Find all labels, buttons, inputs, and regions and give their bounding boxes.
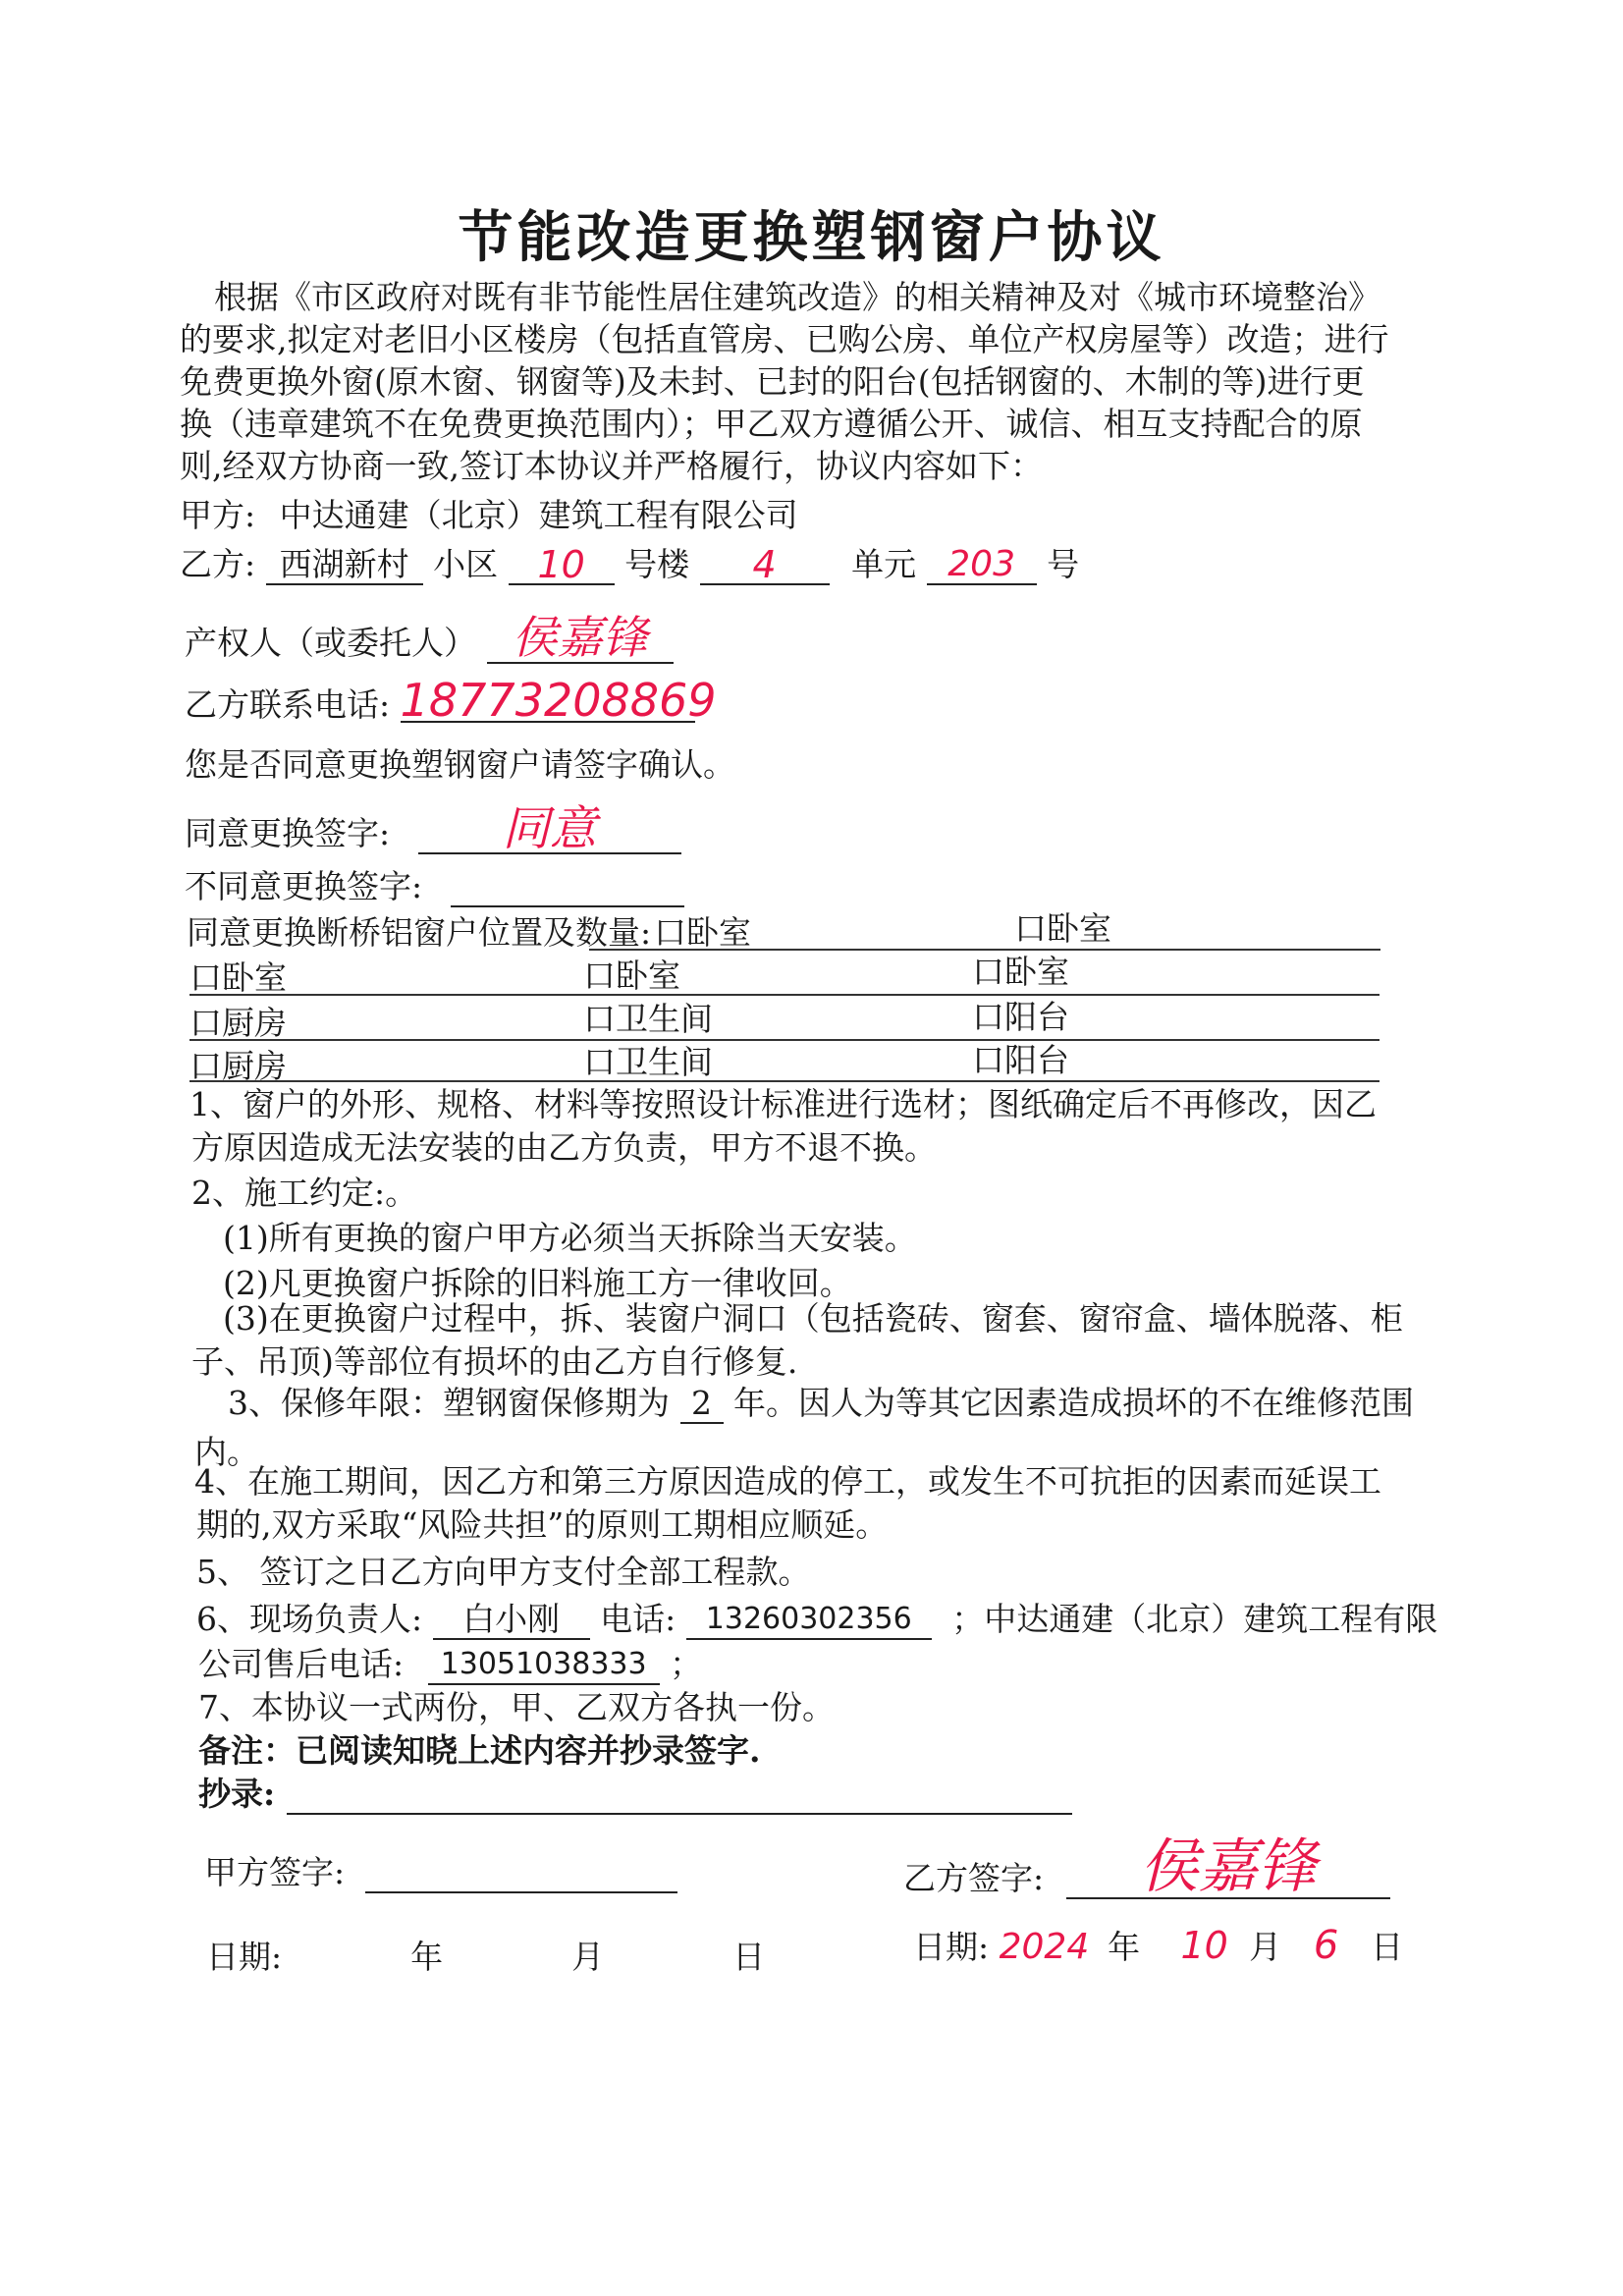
room-field[interactable]: 203 <box>927 544 1037 585</box>
clause-6-pre: 6、现场负责人: <box>196 1600 423 1638</box>
clause-1-line-1: 1、窗户的外形、规格、材料等按照设计标准进行选材；图纸确定后不再修改，因乙 <box>189 1085 1377 1123</box>
copy-label: 抄录: <box>198 1775 276 1813</box>
window-cell-1-3[interactable]: 口卧室 <box>1014 909 1111 948</box>
agree-row <box>185 801 681 856</box>
document-title: 节能改造更换塑钢窗户协议 <box>458 205 1165 270</box>
date-b-month: 月 <box>1249 1928 1282 1966</box>
community-suffix: 小区 <box>433 545 499 583</box>
clause-4-line-2: 期的,双方采取“风险共担”的原则工期相应顺延。 <box>196 1505 889 1544</box>
clause-5: 5、 签订之日乙方向甲方支付全部工程款。 <box>196 1553 811 1591</box>
date-a-month: 月 <box>571 1938 605 1976</box>
site-manager-name: 白小刚 <box>433 1599 590 1640</box>
party-a-row <box>180 495 798 536</box>
phone-label: 乙方联系电话: <box>185 685 391 724</box>
agree-signature[interactable]: 同意 <box>418 805 681 854</box>
window-cell-2-2[interactable]: 口卧室 <box>583 957 680 995</box>
building-field[interactable]: 10 <box>509 544 615 585</box>
clause-7: 7、本协议一式两份，甲、乙双方各执一份。 <box>198 1688 835 1726</box>
date-a-row <box>206 1937 765 1978</box>
copy-field[interactable] <box>287 1774 1072 1815</box>
window-cell-1-1[interactable]: 口卧室 <box>654 913 751 952</box>
clause-1-line-2: 方原因造成无法安装的由乙方负责，甲方不退不换。 <box>191 1128 937 1167</box>
window-row-rule-1 <box>589 949 1380 951</box>
clause-6-post: ；中达通建（北京）建筑工程有限 <box>951 1600 1438 1638</box>
window-cell-3-2[interactable]: 口卫生间 <box>583 1000 713 1038</box>
date-b-month-value[interactable]: 10 <box>1180 1924 1228 1967</box>
date-b-day-value[interactable]: 6 <box>1313 1923 1339 1968</box>
clause-4-line-1: 4、在施工期间，因乙方和第三方原因造成的停工，或发生不可抗拒的因素而延误工 <box>194 1462 1381 1501</box>
clause-6-row <box>196 1599 1437 1640</box>
party-a-value: 中达通建（北京）建筑工程有限公司 <box>279 496 798 534</box>
window-row-rule-3 <box>189 1039 1380 1041</box>
window-row-rule-4 <box>189 1080 1380 1082</box>
clause-3-pre: 3、保修年限：塑钢窗保修期为 <box>228 1384 670 1422</box>
clause-2-3-line-1: (3)在更换窗户过程中，拆、装窗户洞口（包括瓷砖、窗套、窗帘盒、墙体脱落、柜 <box>223 1299 1403 1338</box>
intro-line-4: 换（违章建筑不在免费更换范围内）；甲乙双方遵循公开、诚信、相互支持配合的原 <box>180 405 1363 443</box>
clause-3-post: 年。因人为等其它因素造成损坏的不在维修范围 <box>733 1384 1414 1422</box>
clause-2-3-line-2: 子、吊顶)等部位有损坏的由乙方自行修复. <box>191 1342 798 1381</box>
date-a-day: 日 <box>732 1938 766 1976</box>
clause-6-tel-label: 电话: <box>600 1600 676 1638</box>
date-b-year-value[interactable]: 2024 <box>999 1927 1090 1967</box>
window-cell-2-1[interactable]: 口卧室 <box>189 958 287 997</box>
phone-row <box>185 674 717 727</box>
party-b-sign-label: 乙方签字: <box>903 1859 1045 1897</box>
date-b-label: 日期: <box>913 1928 990 1966</box>
window-cell-3-1[interactable]: 口厨房 <box>189 1004 287 1042</box>
window-cell-4-2[interactable]: 口卫生间 <box>583 1043 713 1081</box>
intro-line-2: 的要求,拟定对老旧小区楼房（包括直管房、已购公房、单位产权房屋等）改造；进行 <box>180 320 1389 358</box>
clause-6b-pre: 公司售后电话: <box>198 1645 405 1683</box>
community-field[interactable]: 西湖新村 <box>266 544 423 585</box>
clause-2-2: (2)凡更换窗户拆除的旧料施工方一律收回。 <box>223 1264 852 1302</box>
clause-3-row <box>228 1383 1414 1424</box>
intro-line-3: 免费更换外窗(原木窗、钢窗等)及未封、已封的阳台(包括钢窗的、木制的等)进行更 <box>180 362 1365 401</box>
room-suffix: 号 <box>1047 545 1080 583</box>
window-cell-4-3[interactable]: 口阳台 <box>972 1041 1069 1079</box>
unit-suffix: 单元 <box>851 545 917 583</box>
date-b-year: 年 <box>1108 1928 1141 1966</box>
windows-label: 同意更换断桥铝窗户位置及数量: <box>187 913 652 952</box>
date-b-day: 日 <box>1371 1928 1404 1966</box>
disagree-signature[interactable] <box>451 866 684 907</box>
intro-line-1: 根据《市区政府对既有非节能性居住建筑改造》的相关精神及对《城市环境整治》 <box>214 278 1380 316</box>
party-b-row <box>180 544 1079 585</box>
disagree-label: 不同意更换签字: <box>185 867 423 905</box>
intro-line-5: 则,经双方协商一致,签订本协议并严格履行，协议内容如下： <box>180 447 1043 485</box>
clause-2: 2、施工约定:。 <box>191 1174 418 1212</box>
copy-row <box>198 1774 1072 1815</box>
window-row-rule-2 <box>189 994 1380 996</box>
party-a-label: 甲方: <box>180 496 256 534</box>
window-cell-2-3[interactable]: 口卧室 <box>972 953 1069 991</box>
confirm-prompt: 您是否同意更换塑钢窗户请签字确认。 <box>185 745 735 784</box>
party-a-sign-row <box>204 1852 677 1893</box>
window-cell-4-1[interactable]: 口厨房 <box>189 1047 287 1085</box>
phone-value[interactable]: 18773208869 <box>400 674 717 727</box>
site-manager-phone: 13260302356 <box>686 1599 932 1640</box>
clause-6b-row <box>198 1644 702 1685</box>
agree-label: 同意更换签字: <box>185 814 391 852</box>
date-b-row <box>913 1925 1403 1968</box>
clause-2-1: (1)所有更换的窗户甲方必须当天拆除当天安装。 <box>223 1219 917 1257</box>
unit-field[interactable]: 4 <box>700 544 830 585</box>
date-a-label: 日期: <box>206 1938 283 1976</box>
remark: 备注：已阅读知晓上述内容并抄录签字. <box>198 1731 761 1770</box>
party-b-label: 乙方: <box>180 545 256 583</box>
warranty-years: 2 <box>680 1383 724 1424</box>
after-sales-phone: 13051038333 <box>428 1644 660 1685</box>
window-cell-3-3[interactable]: 口阳台 <box>972 998 1069 1036</box>
disagree-row <box>185 866 684 907</box>
building-suffix: 号楼 <box>624 545 690 583</box>
party-b-signature[interactable]: 侯嘉锋 <box>1066 1838 1390 1899</box>
party-a-sign-field[interactable] <box>365 1852 677 1893</box>
owner-signature[interactable]: 侯嘉锋 <box>487 613 674 664</box>
owner-label: 产权人（或委托人） <box>185 624 476 662</box>
party-b-sign-row <box>903 1832 1390 1901</box>
date-a-year: 年 <box>410 1938 444 1976</box>
clause-6b-post: ； <box>670 1645 703 1683</box>
clause-3-line-2: 内。 <box>194 1433 259 1471</box>
owner-row <box>185 613 674 664</box>
party-a-sign-label: 甲方签字: <box>204 1853 346 1891</box>
